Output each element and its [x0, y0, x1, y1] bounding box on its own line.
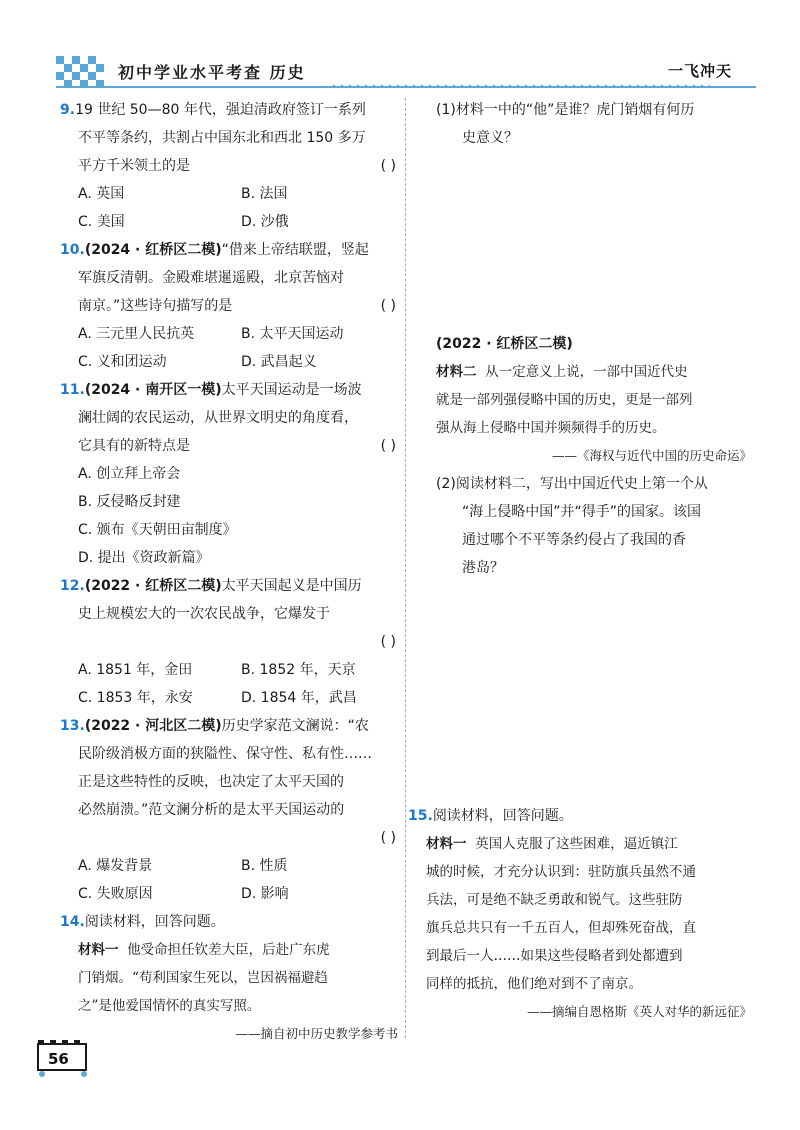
sub-question-1: (1)材料一中的“他”是谁？虎门销烟有何历 — [436, 102, 695, 118]
option-d[interactable]: D. 沙俄 — [241, 214, 289, 230]
question-text: 平方千米领土的是 — [78, 158, 190, 174]
option-c[interactable]: C. 失败原因 — [78, 886, 153, 902]
answer-blank[interactable]: ( ) — [380, 830, 396, 846]
material-text: 城的时候，才充分认识到：驻防旗兵虽然不通 — [426, 864, 696, 880]
answer-blank[interactable]: ( ) — [380, 634, 396, 650]
question-source: (2022 · 红桥区二模) — [84, 578, 222, 594]
question-text: 历史学家范文澜说：“农 — [221, 718, 369, 734]
option-a[interactable]: A. 英国 — [78, 186, 125, 202]
option-d[interactable]: D. 提出《资政新篇》 — [78, 550, 210, 566]
material-text: 英国人克服了这些困难，逼近镇江 — [475, 836, 678, 852]
option-c[interactable]: C. 义和团运动 — [78, 354, 167, 370]
material-citation: ——摘自初中历史教学参考书 — [235, 1026, 398, 1041]
material-text: 旗兵总共只有一千五百人，但却殊死奋战，直 — [426, 920, 696, 936]
answer-blank[interactable]: ( ) — [380, 438, 396, 454]
sub-question-1-cont: 史意义？ — [462, 130, 518, 146]
question-text: 19 世纪 50—80 年代，强迫清政府签订一系列 — [75, 102, 366, 118]
page-number: 56 — [48, 1050, 69, 1068]
sub-question-2-cont: 通过哪个不平等条约侵占了我国的香 — [462, 532, 686, 548]
option-d[interactable]: D. 武昌起义 — [241, 354, 317, 370]
option-a[interactable]: A. 爆发背景 — [78, 858, 153, 874]
question-text: “借来上帝结联盟，竖起 — [221, 242, 369, 258]
material-text: 门销烟。“苟利国家生死以，岂因祸福避趋 — [78, 970, 328, 986]
option-c[interactable]: C. 颁布《天朝田亩制度》 — [78, 522, 237, 538]
question-number: 13. — [60, 718, 85, 734]
question-15 — [408, 802, 758, 1026]
material-citation: ——《海权与近代中国的历史命运》 — [551, 448, 752, 463]
question-number: 14. — [60, 914, 85, 930]
question-number: 11. — [60, 382, 85, 398]
material-text: 从一定意义上说，一部中国近代史 — [485, 364, 688, 380]
material-label: 材料一 — [426, 836, 467, 852]
header-rule — [56, 86, 756, 88]
material-text: 他受命担任钦差大臣，后赴广东虎 — [127, 942, 330, 958]
question-text: 太平天国起义是中国历 — [221, 578, 362, 594]
question-source: (2022 · 红桥区二模) — [436, 336, 573, 352]
left-column — [60, 96, 404, 1048]
question-10 — [60, 236, 404, 376]
option-d[interactable]: D. 1854 年，武昌 — [241, 690, 357, 706]
question-number: 9. — [60, 102, 76, 118]
question-text: 太平天国运动是一场波 — [221, 382, 362, 398]
question-text: 民阶级消极方面的狭隘性、保守性、私有性…… — [78, 746, 372, 762]
option-b[interactable]: B. 1852 年，天京 — [241, 662, 356, 678]
question-source: (2024 · 红桥区二模) — [84, 242, 222, 258]
material-label: 材料一 — [78, 942, 119, 958]
question-text: 军旗反清朝。金殿难堪暹遥殿，北京苦恼对 — [78, 270, 344, 286]
material-text: 同样的抵抗，他们绝对到不了南京。 — [426, 976, 642, 992]
question-13 — [60, 712, 404, 908]
option-a[interactable]: A. 1851 年，金田 — [78, 662, 193, 678]
question-text: 必然崩溃。”范文澜分析的是太平天国运动的 — [78, 802, 345, 818]
question-text: 南京。”这些诗句描写的是 — [78, 298, 233, 314]
question-text: 正是这些特性的反映，也决定了太平天国的 — [78, 774, 344, 790]
question-source: (2022 · 河北区二模) — [84, 718, 222, 734]
question-9 — [60, 96, 404, 236]
question-text: 史上规模宏大的一次农民战争，它爆发于 — [78, 606, 330, 622]
question-number: 15. — [408, 808, 433, 824]
material-label: 材料二 — [436, 364, 477, 380]
option-a[interactable]: A. 三元里人民抗英 — [78, 326, 195, 342]
material-text: 到最后一人……如果这些侵略者到处都遭到 — [426, 948, 683, 964]
brand-logo: 一飞冲天 — [668, 62, 733, 80]
sub-question-2: (2)阅读材料二，写出中国近代史上第一个从 — [436, 476, 708, 492]
sub-question-2-cont: 港岛？ — [462, 560, 504, 576]
question-12 — [60, 572, 404, 712]
option-c[interactable]: C. 美国 — [78, 214, 125, 230]
option-b[interactable]: B. 法国 — [241, 186, 288, 202]
page-header — [0, 0, 800, 100]
question-text: 它具有的新特点是 — [78, 438, 190, 454]
material-text: 强从海上侵略中国并频频得手的历史。 — [436, 420, 666, 436]
column-divider — [405, 98, 406, 1038]
sub-question-2-cont: “海上侵略中国”并“得手”的国家。该国 — [462, 504, 702, 520]
question-text: 澜壮阔的农民运动，从世界文明史的角度看， — [78, 410, 358, 426]
option-b[interactable]: B. 反侵略反封建 — [78, 494, 181, 510]
question-text: 不平等条约，共割占中国东北和西北 150 多万 — [78, 130, 366, 146]
question-11 — [60, 376, 404, 572]
question-text: 阅读材料，回答问题。 — [84, 914, 225, 930]
header-title: 初中学业水平考查 历史 — [118, 63, 306, 82]
material-text: 就是一部列强侵略中国的历史，更是一部列 — [436, 392, 693, 408]
answer-space-2[interactable] — [418, 582, 758, 802]
question-number: 12. — [60, 578, 85, 594]
material-text: 兵法，可是绝不缺乏勇敢和锐气。这些驻防 — [426, 892, 683, 908]
question-source: (2024 · 南开区一模) — [84, 382, 222, 398]
question-text: 阅读材料，回答问题。 — [432, 808, 573, 824]
answer-space-1[interactable] — [418, 152, 758, 330]
answer-blank[interactable]: ( ) — [380, 158, 396, 174]
material-citation: ——摘编自恩格斯《英人对华的新远征》 — [526, 1004, 752, 1019]
question-number: 10. — [60, 242, 85, 258]
question-14 — [60, 908, 404, 1048]
right-column — [408, 96, 758, 1026]
option-a[interactable]: A. 创立拜上帝会 — [78, 466, 181, 482]
option-d[interactable]: D. 影响 — [241, 886, 289, 902]
option-c[interactable]: C. 1853 年，永安 — [78, 690, 193, 706]
option-b[interactable]: B. 性质 — [241, 858, 288, 874]
material-text: 之”是他爱国情怀的真实写照。 — [78, 998, 261, 1014]
option-b[interactable]: B. 太平天国运动 — [241, 326, 344, 342]
answer-blank[interactable]: ( ) — [380, 298, 396, 314]
